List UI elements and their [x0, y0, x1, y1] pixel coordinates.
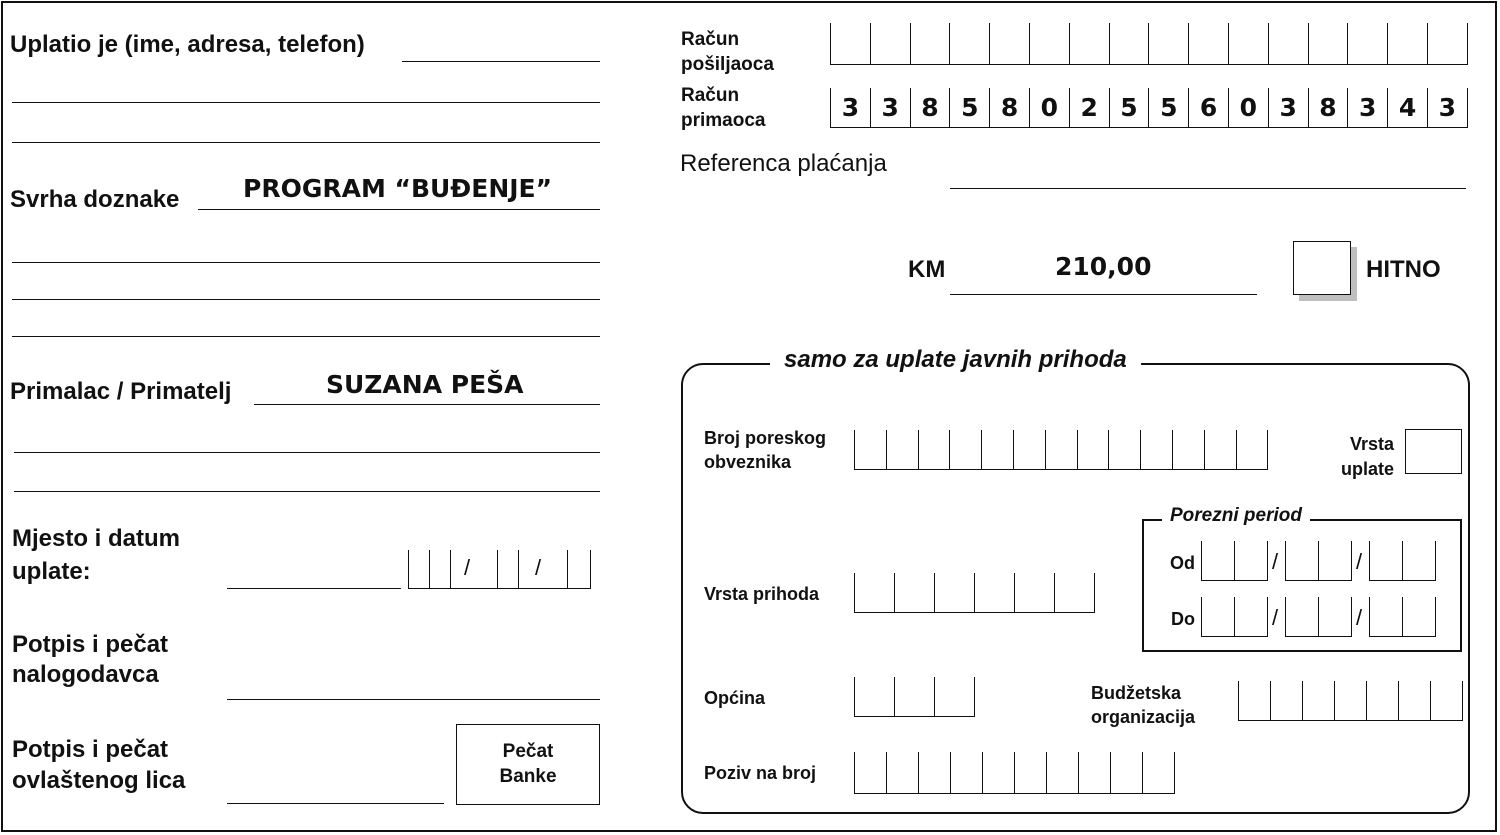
payer-signature-label-2: nalogodavca — [12, 661, 159, 688]
date-year-box-2[interactable] — [568, 550, 591, 588]
revenue-type-digit-box[interactable] — [935, 573, 975, 612]
tax-period-title: Porezni period — [1162, 505, 1310, 527]
recipient-label: Primalac / Primatelj — [10, 378, 232, 405]
recipient-account-digit-box[interactable]: 5 — [1149, 88, 1189, 127]
sender-account-digit-box[interactable] — [1149, 23, 1189, 64]
taxpayer-number-digit-box[interactable] — [1205, 430, 1237, 469]
place-input-line[interactable] — [227, 588, 401, 589]
payment-reference-line[interactable] — [950, 188, 1466, 189]
reference-number-digit-box[interactable] — [1015, 752, 1047, 793]
urgent-label: HITNO — [1366, 256, 1441, 283]
reference-number-digit-box[interactable] — [855, 752, 887, 793]
revenue-type-digit-box[interactable] — [1055, 573, 1095, 612]
payer-label: Uplatio je (ime, adresa, telefon) — [10, 31, 365, 58]
purpose-line-3[interactable] — [12, 299, 600, 300]
sender-account-digit-box[interactable] — [871, 23, 911, 64]
recipient-account-digit-box[interactable]: 0 — [1030, 88, 1070, 127]
sender-account-digit-box[interactable] — [1348, 23, 1388, 64]
payment-type-label: Vrsta — [1350, 434, 1395, 454]
period-to-sep-2: / — [1356, 605, 1363, 630]
bank-stamp-label-2: Banke — [499, 765, 557, 787]
budget-org-digit-box[interactable] — [1367, 681, 1399, 720]
sender-account-digit-box[interactable] — [1030, 23, 1070, 64]
sender-account-digit-box[interactable] — [1070, 23, 1110, 64]
budget-org-label: Budžetska — [1091, 683, 1182, 703]
taxpayer-number-field[interactable] — [854, 430, 1268, 470]
reference-number-label: Poziv na broj — [704, 763, 817, 783]
reference-number-digit-box[interactable] — [983, 752, 1015, 793]
revenue-type-digit-box[interactable] — [1015, 573, 1055, 612]
recipient-account-digit-box[interactable]: 3 — [1269, 88, 1309, 127]
taxpayer-number-digit-box[interactable] — [919, 430, 951, 469]
taxpayer-number-digit-box[interactable] — [1173, 430, 1205, 469]
budget-org-field[interactable] — [1238, 681, 1463, 721]
period-digit-box[interactable] — [1286, 541, 1319, 580]
recipient-account-digit-box[interactable]: 3 — [871, 88, 911, 127]
budget-org-digit-box[interactable] — [1303, 681, 1335, 720]
payer-signature-line[interactable] — [227, 699, 600, 700]
period-digit-box[interactable] — [1370, 541, 1403, 580]
purpose-value[interactable]: PROGRAM “BUĐENJE” — [243, 174, 553, 203]
reference-number-digit-box[interactable] — [951, 752, 983, 793]
taxpayer-number-digit-box[interactable] — [1078, 430, 1110, 469]
taxpayer-number-digit-box[interactable] — [950, 430, 982, 469]
revenue-type-field[interactable] — [854, 573, 1095, 613]
recipient-account-digit-box[interactable]: 2 — [1070, 88, 1110, 127]
sender-account-digit-box[interactable] — [1189, 23, 1229, 64]
currency-label: KM — [908, 256, 946, 283]
period-to-label: Do — [1171, 609, 1195, 629]
taxpayer-number-digit-box[interactable] — [855, 430, 887, 469]
sender-account-label: Račun — [681, 29, 740, 50]
recipient-account-digit-box[interactable]: 4 — [1388, 88, 1428, 127]
taxpayer-number-digit-box[interactable] — [1109, 430, 1141, 469]
payment-reference-label: Referenca plaćanja — [680, 150, 887, 177]
revenue-type-label: Vrsta prihoda — [704, 584, 820, 604]
taxpayer-number-digit-box[interactable] — [887, 430, 919, 469]
taxpayer-number-digit-box[interactable] — [1237, 430, 1269, 469]
recipient-account-digit-box[interactable]: 3 — [831, 88, 871, 127]
recipient-account-digit-box[interactable]: 3 — [1348, 88, 1388, 127]
recipient-account-digit-box[interactable]: 8 — [990, 88, 1030, 127]
recipient-line-2[interactable] — [14, 452, 600, 453]
official-signature-label: Potpis i pečat — [12, 736, 169, 763]
bank-stamp-box — [456, 724, 600, 805]
period-to-day[interactable] — [1201, 597, 1268, 637]
revenue-type-digit-box[interactable] — [975, 573, 1015, 612]
official-signature-label-2: ovlaštenog lica — [12, 767, 186, 794]
public-revenue-title: samo za uplate javnih prihoda — [770, 346, 1141, 374]
date-year-box-1[interactable] — [545, 550, 568, 588]
recipient-account-field[interactable] — [830, 88, 1468, 128]
period-from-sep-2: / — [1356, 549, 1363, 574]
sender-account-digit-box[interactable] — [1428, 23, 1468, 64]
sender-account-digit-box[interactable] — [1388, 23, 1428, 64]
taxpayer-number-digit-box[interactable] — [982, 430, 1014, 469]
taxpayer-number-digit-box[interactable] — [1014, 430, 1046, 469]
recipient-account-label-2: primaoca — [681, 110, 766, 131]
sender-account-field[interactable] — [830, 23, 1468, 65]
amount-value[interactable]: 210,00 — [1055, 252, 1152, 281]
payer-line-3[interactable] — [12, 142, 600, 143]
period-to-month[interactable] — [1285, 597, 1352, 637]
reference-number-digit-box[interactable] — [1047, 752, 1079, 793]
period-digit-box[interactable] — [1370, 597, 1403, 636]
municipality-digit-box[interactable] — [935, 677, 975, 716]
recipient-account-digit-box[interactable]: 3 — [1428, 88, 1468, 127]
period-to-year[interactable] — [1369, 597, 1436, 637]
recipient-account-digit-box[interactable]: 5 — [950, 88, 990, 127]
sender-account-label-2: pošiljaoca — [681, 54, 774, 75]
budget-org-digit-box[interactable] — [1431, 681, 1463, 720]
date-field[interactable] — [408, 550, 591, 589]
period-digit-box[interactable] — [1202, 541, 1235, 580]
sender-account-digit-box[interactable] — [1229, 23, 1269, 64]
budget-org-digit-box[interactable] — [1239, 681, 1271, 720]
payer-line-2[interactable] — [12, 102, 600, 103]
recipient-account-digit-box[interactable]: 0 — [1229, 88, 1269, 127]
recipient-account-label: Račun — [681, 85, 740, 106]
revenue-type-digit-box[interactable] — [855, 573, 895, 612]
period-from-sep-1: / — [1272, 549, 1279, 574]
recipient-account-digit-box[interactable]: 5 — [1110, 88, 1150, 127]
period-digit-box[interactable] — [1235, 597, 1268, 636]
payment-type-field[interactable] — [1405, 429, 1462, 474]
taxpayer-number-digit-box[interactable] — [1046, 430, 1078, 469]
period-from-label: Od — [1170, 553, 1195, 573]
purpose-line — [198, 209, 600, 210]
period-digit-box[interactable] — [1286, 597, 1319, 636]
date-separator-2: / — [535, 555, 542, 580]
amount-line — [950, 294, 1257, 295]
bank-stamp-label: Pečat — [502, 740, 554, 762]
taxpayer-number-label-2: obveznika — [704, 452, 792, 472]
recipient-line — [254, 404, 600, 405]
municipality-label: Općina — [704, 688, 766, 708]
sender-account-digit-box[interactable] — [1110, 23, 1150, 64]
sender-account-digit-box[interactable] — [950, 23, 990, 64]
municipality-digit-box[interactable] — [895, 677, 935, 716]
period-from-month[interactable] — [1285, 541, 1352, 581]
budget-org-label-2: organizacija — [1091, 707, 1196, 727]
reference-number-digit-box[interactable] — [887, 752, 919, 793]
revenue-type-digit-box[interactable] — [895, 573, 935, 612]
municipality-digit-box[interactable] — [855, 677, 895, 716]
date-day-box-1[interactable] — [409, 550, 430, 588]
place-date-label: Mjesto i datum — [12, 525, 181, 552]
period-digit-box[interactable] — [1319, 597, 1352, 636]
sender-account-digit-box[interactable] — [990, 23, 1030, 64]
period-digit-box[interactable] — [1403, 597, 1436, 636]
municipality-field[interactable] — [854, 677, 975, 717]
reference-number-digit-box[interactable] — [1111, 752, 1143, 793]
taxpayer-number-label: Broj poreskog — [704, 428, 827, 448]
payer-line[interactable] — [402, 61, 600, 62]
sender-account-digit-box[interactable] — [911, 23, 951, 64]
payer-signature-label: Potpis i pečat — [12, 631, 169, 658]
official-signature-line[interactable] — [227, 803, 444, 804]
payment-type-label-2: uplate — [1341, 459, 1395, 479]
date-month-box-1[interactable] — [477, 550, 498, 588]
recipient-value[interactable]: SUZANA PEŠA — [326, 370, 524, 399]
purpose-line-4[interactable] — [12, 336, 600, 337]
period-digit-box[interactable] — [1202, 597, 1235, 636]
recipient-line-3[interactable] — [14, 491, 600, 492]
period-digit-box[interactable] — [1319, 541, 1352, 580]
date-day-box-2[interactable] — [430, 550, 451, 588]
place-date-label-2: uplate: — [12, 558, 91, 585]
period-from-day[interactable] — [1201, 541, 1268, 581]
sender-account-digit-box[interactable] — [831, 23, 871, 64]
reference-number-field[interactable] — [854, 752, 1175, 794]
purpose-label: Svrha doznake — [10, 186, 180, 213]
period-from-year[interactable] — [1369, 541, 1436, 581]
recipient-account-digit-box[interactable]: 8 — [911, 88, 951, 127]
budget-org-digit-box[interactable] — [1335, 681, 1367, 720]
recipient-account-digit-box[interactable]: 6 — [1189, 88, 1229, 127]
period-digit-box[interactable] — [1235, 541, 1268, 580]
urgent-checkbox[interactable] — [1293, 241, 1351, 295]
sender-account-digit-box[interactable] — [1309, 23, 1349, 64]
reference-number-digit-box[interactable] — [1079, 752, 1111, 793]
period-digit-box[interactable] — [1403, 541, 1436, 580]
purpose-line-2[interactable] — [12, 262, 600, 263]
recipient-account-digit-box[interactable]: 8 — [1309, 88, 1349, 127]
taxpayer-number-digit-box[interactable] — [1141, 430, 1173, 469]
reference-number-digit-box[interactable] — [919, 752, 951, 793]
reference-number-digit-box[interactable] — [1143, 752, 1175, 793]
date-separator-1: / — [464, 555, 471, 580]
sender-account-digit-box[interactable] — [1269, 23, 1309, 64]
period-to-sep-1: / — [1272, 605, 1279, 630]
budget-org-digit-box[interactable] — [1271, 681, 1303, 720]
budget-org-digit-box[interactable] — [1399, 681, 1431, 720]
date-month-box-2[interactable] — [498, 550, 519, 588]
